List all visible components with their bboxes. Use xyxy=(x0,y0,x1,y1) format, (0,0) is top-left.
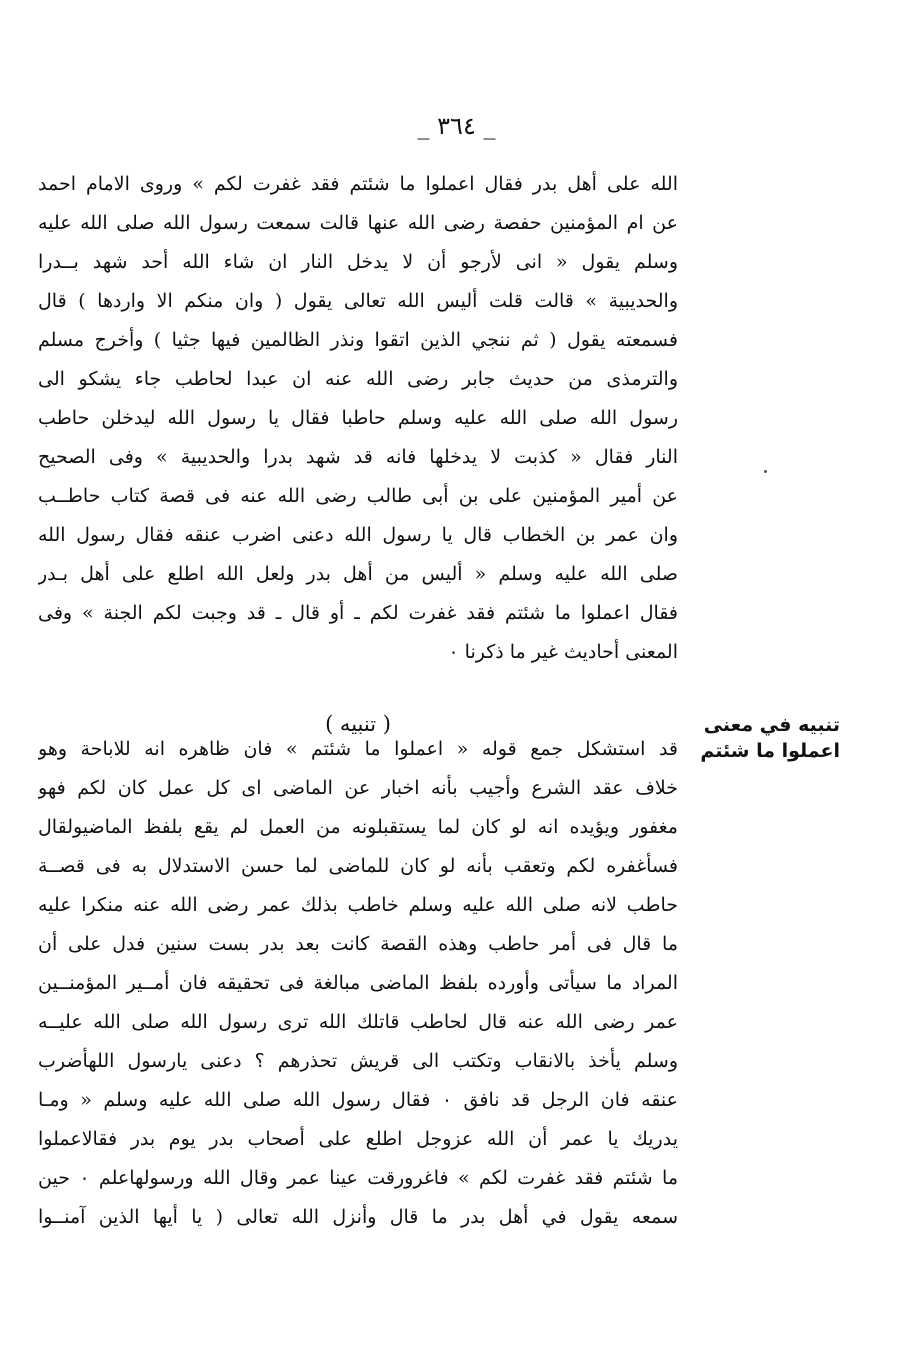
text-line: سمعه يقول في أهل بدر ما قال وأنزل الله تعالى ( يا أيها الذين آمنــوا xyxy=(38,1206,678,1228)
text-line: عن أمير المؤمنين على بن أبى طالب رضى الله عنه فى قصة كتاب حاطــب xyxy=(38,485,678,507)
stray-mark xyxy=(764,470,767,473)
text-line: عنقه فان الرجل قد نافق ٠ فقال رسول الله صلى الله عليه وسلم « ومـا xyxy=(38,1089,678,1111)
text-line: فسمعته يقول ( ثم ننجي الذين اتقوا ونذر الظالمين فيها جثيا ) وأخرج مسلم xyxy=(38,329,678,351)
text-line: رسول الله صلى الله عليه وسلم حاطبا فقال يا رسول الله ليدخلن حاطب xyxy=(38,407,678,429)
text-line: قد استشكل جمع قوله « اعملوا ما شئتم » فان ظاهره انه للاباحة وهو xyxy=(38,738,678,760)
text-line: المعنى أحاديث غير ما ذكرنا ٠ xyxy=(448,641,678,663)
text-line: عمر رضى الله عنه قال لحاطب قاتلك الله ترى رسول الله صلى الله عليــه xyxy=(38,1011,678,1033)
text-line: وسلم يقول « انى لأرجو أن لا يدخل النار ان شاء الله أحد شهد بــدرا xyxy=(38,251,678,273)
section-heading: ( تنبيه ) xyxy=(325,712,391,736)
paragraph-2 xyxy=(38,730,678,1237)
margin-note-line: اعملوا ما شئتم xyxy=(700,740,840,762)
text-line: يدريك يا عمر أن الله عزوجل اطلع على أصحاب بدر يوم بدر فقالاعملوا xyxy=(38,1128,678,1150)
margin-note xyxy=(700,712,840,764)
paragraph-1 xyxy=(38,165,678,672)
text-line: وان عمر بن الخطاب قال يا رسول الله دعنى اضرب عنقه فقال رسول الله xyxy=(38,524,678,546)
text-line: صلى الله عليه وسلم « أليس من أهل بدر ولعل الله اطلع على أهل بـدر xyxy=(38,563,678,585)
text-line: المراد ما سيأتى وأورده بلفظ الماضى مبالغة فى تحقيقه فان أمــير المؤمنــين xyxy=(38,972,678,994)
text-line: خلاف عقد الشرع وأجيب بأنه اخبار عن الماضى اى كل عمل كان لكم فهو xyxy=(38,777,678,799)
text-line: وسلم يأخذ بالانقاب وتكتب الى قريش تحذرهم ؟ دعنى يارسول اللهأضرب xyxy=(38,1050,678,1072)
text-line: والترمذى من حديث جابر رضى الله عنه ان عبدا لحاطب جاء يشكو الى xyxy=(38,368,678,390)
text-line: النار فقال « كذبت لا يدخلها فانه قد شهد بدرا والحديبية » وفى الصحيح xyxy=(38,446,678,468)
text-line: والحديبية » قالت قلت أليس الله تعالى يقول ( وان منكم الا واردها ) قال xyxy=(38,290,678,312)
text-line: الله على أهل بدر فقال اعملوا ما شئتم فقد غفرت لكم » وروى الامام احمد xyxy=(38,173,678,195)
text-line: ما قال فى أمر حاطب وهذه القصة كانت بعد بدر بست سنين فدل على أن xyxy=(38,933,678,955)
text-line: ما شئتم فقد غفرت لكم » فاغرورقت عينا عمر وقال الله ورسولهاعلم ٠ حين xyxy=(38,1167,678,1189)
page-number: _ ٣٦٤ _ xyxy=(417,112,496,140)
text-line: فقال اعملوا ما شئتم فقد غفرت لكم ـ أو قال ـ قد وجبت لكم الجنة » وفى xyxy=(38,602,678,624)
text-line: فسأغفره لكم وتعقب بأنه لو كان للماضى لما حسن الاستدلال به فى قصــة xyxy=(38,855,678,877)
text-line: حاطب لانه صلى الله عليه وسلم خاطب بذلك عمر رضى الله عنه منكرا عليه xyxy=(38,894,678,916)
margin-note-line: تنبيه في معنى xyxy=(703,714,840,736)
text-line: مغفور ويؤيده انه لو كان لما يستقبلونه من العمل لم يقع بلفظ الماضيولقال xyxy=(38,816,678,838)
text-line: عن ام المؤمنين حفصة رضى الله عنها قالت سمعت رسول الله صلى الله عليه xyxy=(38,212,678,234)
